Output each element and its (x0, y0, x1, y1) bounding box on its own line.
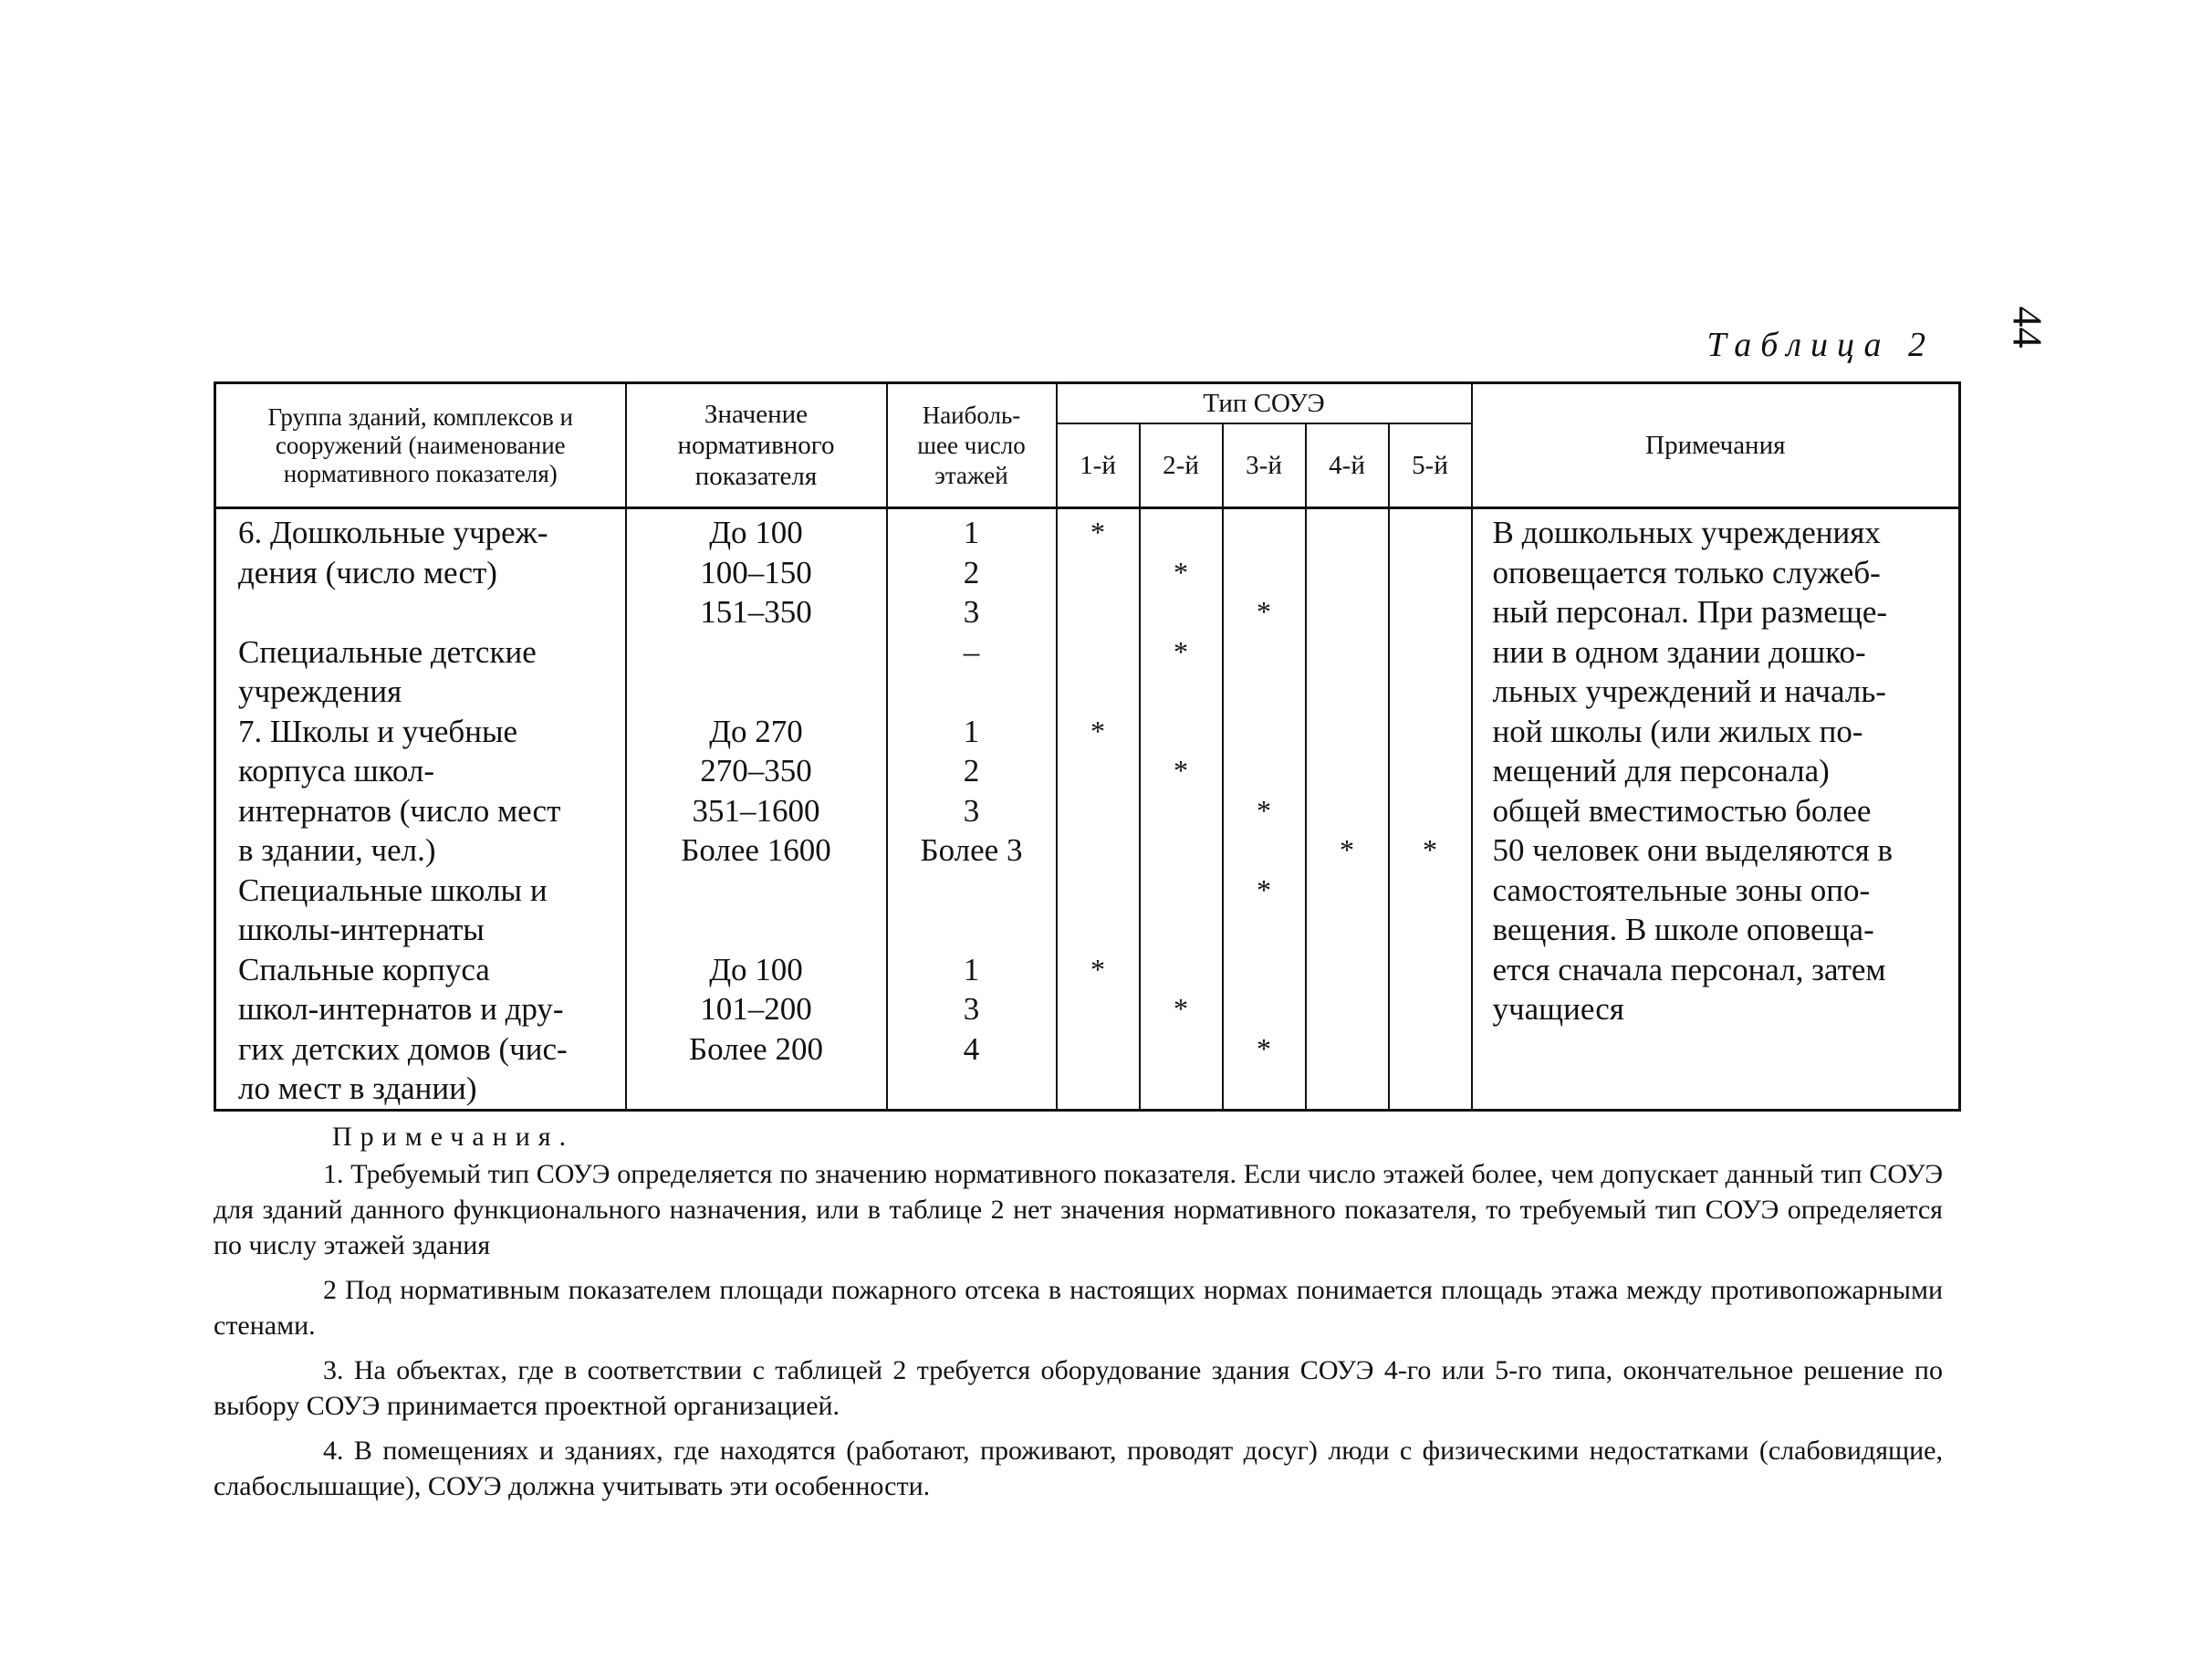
type-mark (1390, 513, 1471, 553)
type-mark (1307, 592, 1388, 632)
type-mark (1141, 871, 1222, 911)
type-mark (1390, 1029, 1471, 1070)
type-mark: * (1174, 555, 1188, 589)
type-mark: * (1423, 833, 1438, 866)
type-mark (1141, 672, 1222, 712)
header-floors-line: этажей (934, 461, 1008, 489)
type-mark (1141, 592, 1222, 632)
floors-line (888, 871, 1056, 911)
type-mark: * (1090, 714, 1105, 747)
floors-column (887, 508, 1057, 1111)
floors-line: 2 (963, 554, 980, 590)
type-mark (1390, 712, 1471, 752)
footer-note: 1. Требуемый тип СОУЭ определяется по значению нормативного показателя. Если число этажей более, чем допускает данный тип СОУЭ для зданий данного функционального назначения, или в таблице 2 нет значения нормативного показателя, то требуемый тип СОУЭ определяется по числу этажей здания (214, 1159, 1943, 1260)
type-mark (1141, 1029, 1222, 1070)
header-group (215, 383, 626, 508)
type-mark (1058, 989, 1139, 1029)
note-line: ной школы (или жилых по- (1492, 713, 1863, 749)
header-type-5: 5-й (1389, 423, 1472, 508)
group-line: ло мест в здании) (238, 1070, 477, 1106)
type-mark: * (1257, 1031, 1271, 1065)
value-line: 351–1600 (692, 792, 820, 829)
type-mark (1224, 910, 1305, 950)
type-mark (1058, 553, 1139, 593)
footer-notes (214, 1119, 1943, 1513)
type-mark (1141, 1069, 1222, 1109)
type-mark (1390, 871, 1471, 911)
note-line: учащиеся (1492, 991, 1624, 1027)
type-mark (1058, 830, 1139, 871)
footer-note: 2 Под нормативным показателем площади пожарного отсека в настоящих нормах понимается площадь этажа между противопожарными стенами. (214, 1275, 1943, 1341)
value-line: Более 200 (689, 1030, 823, 1067)
soue-table (214, 381, 1961, 1112)
header-soue-type: Тип СОУЭ (1057, 383, 1472, 424)
type-mark (1224, 950, 1305, 990)
value-line (627, 1069, 886, 1109)
type-mark (1058, 791, 1139, 831)
type-mark (1141, 830, 1222, 871)
type-mark (1058, 632, 1139, 673)
type-mark (1058, 910, 1139, 950)
type-mark (1307, 751, 1388, 791)
type-mark (1307, 513, 1388, 553)
type-mark: * (1090, 516, 1105, 548)
floors-line: 3 (963, 991, 980, 1027)
note-line: ный персонал. При размеще- (1492, 594, 1888, 630)
header-floors-line: Наиболь- (922, 401, 1021, 429)
value-line: 151–350 (700, 594, 812, 630)
type-mark (1390, 1069, 1471, 1109)
header-type-4: 4-й (1306, 423, 1389, 508)
floors-line: 1 (963, 515, 980, 550)
type-mark (1224, 712, 1305, 752)
type-mark (1307, 791, 1388, 831)
type-mark (1224, 553, 1305, 593)
floors-line: 3 (963, 792, 980, 829)
type-4-column (1306, 508, 1389, 1111)
header-type-2: 2-й (1140, 423, 1223, 508)
floors-line: 1 (963, 951, 980, 987)
header-value (626, 383, 887, 508)
value-line (627, 632, 886, 673)
note-line: вещения. В школе оповеща- (1492, 912, 1874, 947)
type-mark (1224, 632, 1305, 673)
group-line: Специальные школы и (238, 872, 548, 908)
type-mark (1058, 871, 1139, 911)
type-mark (1224, 989, 1305, 1029)
type-mark (1390, 791, 1471, 831)
header-value-line: Значение (704, 400, 809, 429)
table-body-row (215, 508, 1960, 1111)
value-line: До 270 (709, 713, 803, 749)
type-mark (1307, 871, 1388, 911)
header-type-3: 3-й (1223, 423, 1306, 508)
value-line: 100–150 (700, 554, 812, 590)
note-line: мещений для персонала) (1492, 753, 1830, 789)
note-line: общей вместимостью более (1492, 792, 1872, 829)
value-line (627, 910, 886, 950)
type-mark (1307, 910, 1388, 950)
type-5-column (1389, 508, 1472, 1111)
header-group-line: нормативного показателя) (283, 459, 558, 487)
floors-line: 3 (963, 594, 980, 630)
floors-line (888, 1069, 1056, 1109)
floors-line: 1 (963, 713, 980, 749)
note-line: льных учреждений и началь- (1492, 674, 1886, 709)
group-line (238, 592, 625, 632)
type-mark (1307, 1069, 1388, 1109)
header-floors-line: шее число (917, 431, 1026, 459)
type-mark (1141, 910, 1222, 950)
type-mark: * (1174, 992, 1188, 1025)
note-line: нии в одном здании дошко- (1492, 633, 1866, 670)
type-mark (1058, 672, 1139, 712)
note-line (1493, 1029, 1950, 1070)
type-mark (1390, 553, 1471, 593)
type-mark: * (1257, 872, 1271, 906)
header-value-line: нормативного (677, 431, 835, 460)
note-line (1493, 1069, 1950, 1109)
table-header (215, 383, 1960, 508)
value-line (627, 871, 886, 911)
header-value-line: показателя (694, 462, 818, 491)
type-mark (1141, 712, 1222, 752)
floors-line (888, 910, 1056, 950)
note-line: самостоятельные зоны опо- (1492, 872, 1871, 908)
type-mark (1224, 672, 1305, 712)
group-line: 6. Дошкольные учреж- (238, 515, 548, 550)
note-line: оповещается только служеб- (1492, 554, 1881, 590)
type-mark (1390, 751, 1471, 791)
note-line: В дошкольных учреждениях (1492, 515, 1881, 550)
group-line: 7. Школы и учебные (238, 713, 518, 749)
group-column (215, 508, 626, 1111)
type-3-column (1223, 508, 1306, 1111)
type-mark: * (1174, 754, 1188, 787)
type-mark (1058, 1069, 1139, 1109)
type-mark (1307, 632, 1388, 673)
note-line: 50 человек они выделяются в (1492, 832, 1893, 868)
type-mark (1058, 751, 1139, 791)
header-type-1: 1-й (1057, 423, 1140, 508)
type-mark: * (1174, 634, 1188, 668)
type-mark (1390, 672, 1471, 712)
type-mark (1307, 672, 1388, 712)
type-mark: * (1257, 793, 1271, 827)
footer-heading: Примечания. (332, 1122, 575, 1152)
header-group-line: сооружений (наименование (275, 431, 566, 459)
type-mark (1058, 592, 1139, 632)
type-mark (1390, 950, 1471, 990)
floors-line (888, 672, 1056, 712)
type-mark (1307, 950, 1388, 990)
group-line: Спальные корпуса (238, 951, 490, 987)
floors-line: 4 (963, 1030, 980, 1067)
type-mark (1307, 712, 1388, 752)
type-mark (1224, 513, 1305, 553)
type-mark (1141, 513, 1222, 553)
type-mark (1390, 632, 1471, 673)
group-line: корпуса школ- (238, 753, 435, 789)
type-mark (1390, 910, 1471, 950)
header-group-line: Группа зданий, комплексов и (267, 402, 574, 431)
type-mark (1390, 592, 1471, 632)
value-line: 270–350 (700, 753, 812, 789)
type-mark (1058, 1029, 1139, 1070)
group-line: Специальные детские (238, 633, 537, 670)
value-column (626, 508, 887, 1111)
type-mark (1224, 1069, 1305, 1109)
type-mark: * (1090, 952, 1105, 986)
type-mark (1390, 989, 1471, 1029)
type-mark (1141, 950, 1222, 990)
type-mark (1307, 1029, 1388, 1070)
floors-line: 2 (963, 753, 980, 789)
table-caption: Таблица 2 (1706, 326, 1935, 364)
value-line: Более 1600 (681, 832, 831, 868)
group-line: интернатов (число мест (238, 792, 561, 829)
type-mark: * (1257, 595, 1271, 628)
group-line: гих детских домов (чис- (238, 1030, 568, 1067)
group-line: школ-интернатов и дру- (238, 991, 564, 1027)
group-line: учреждения (238, 674, 402, 709)
floors-line: – (963, 633, 980, 670)
note-line: ется сначала персонал, затем (1492, 951, 1886, 987)
type-1-column (1057, 508, 1140, 1111)
footer-note: 3. На объектах, где в соответствии с таблицей 2 требуется оборудование здания СОУЭ 4-го или 5-го типа, окончательное решение по выбору СОУЭ принимается проектной организацией. (214, 1355, 1943, 1421)
group-line: в здании, чел.) (238, 832, 436, 868)
floors-line: Более 3 (920, 832, 1023, 868)
footer-note: 4. В помещениях и зданиях, где находятся (работают, проживают, проводят досуг) люди с физическими недостатками (слабовидящие, слабослышащие), СОУЭ должна учитывать эти особенности. (214, 1436, 1943, 1501)
group-line: школы-интернаты (238, 912, 485, 947)
value-line (627, 672, 886, 712)
type-mark (1307, 989, 1388, 1029)
page-number: 44 (2004, 306, 2051, 349)
type-mark (1307, 553, 1388, 593)
type-mark (1224, 830, 1305, 871)
header-floors (887, 383, 1057, 508)
group-line: дения (число мест) (238, 554, 497, 590)
type-2-column (1140, 508, 1223, 1111)
value-line: До 100 (709, 951, 803, 987)
value-line: До 100 (709, 515, 803, 550)
type-mark: * (1340, 833, 1354, 866)
type-mark (1224, 751, 1305, 791)
notes-column (1472, 508, 1960, 1111)
value-line: 101–200 (700, 991, 812, 1027)
header-notes: Примечания (1472, 383, 1960, 508)
type-mark (1141, 791, 1222, 831)
